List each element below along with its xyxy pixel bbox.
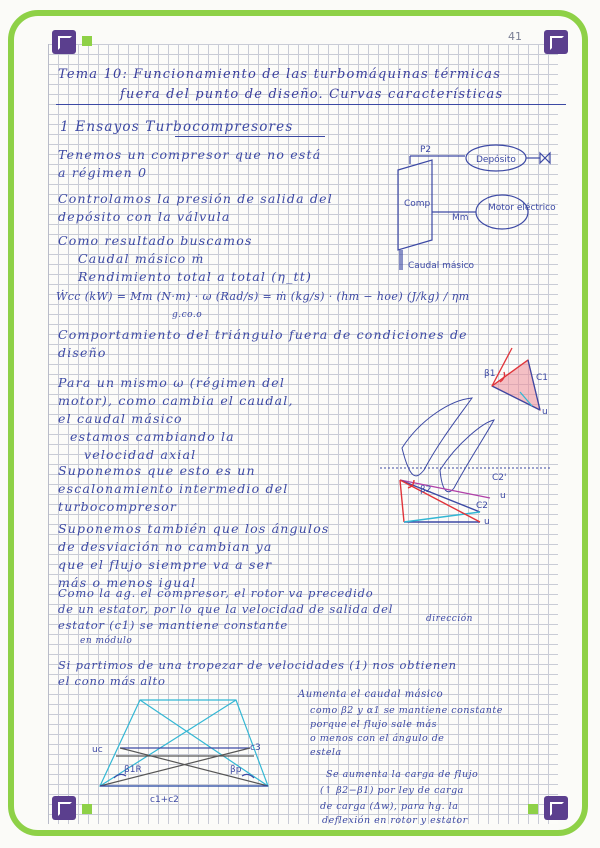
label-u-bottom: u <box>484 517 490 527</box>
paragraph-6-line-2: escalonamiento intermedio del <box>58 481 289 496</box>
paragraph-6-line-3: turbocompresor <box>58 499 178 514</box>
page-number: 41 <box>508 30 522 43</box>
bottom-right-corner-mark <box>544 796 568 820</box>
top-right-corner-mark <box>544 30 568 54</box>
paragraph-1-line-1: Tenemos un compresor que no está <box>58 147 322 162</box>
paragraph-8-note: dirección <box>426 614 473 624</box>
label-mm: Mm <box>452 213 469 223</box>
paragraph-4-line-2: diseño <box>58 345 107 360</box>
power-formula: Ẇcc (kW) = Mm (N·m) · ω (Rad/s) = ṁ (kg/s) · (hm − hoe) (J/kg) / ηm <box>56 290 470 303</box>
paragraph-7-line-3: que el flujo siempre va a ser <box>58 557 273 572</box>
paragraph-6-line-1: Suponemos que esto es un <box>58 463 256 478</box>
label-u-mid: u <box>500 491 506 501</box>
section-heading: 1 Ensayos Turbocompresores <box>60 119 294 135</box>
paragraph-5-line-4: estamos cambiando la <box>70 429 235 444</box>
bottom-left-tab <box>82 804 92 814</box>
label-b2: β2 <box>420 485 432 495</box>
label-comp: Comp <box>404 199 431 209</box>
paragraph-7-line-4: más o menos igual <box>58 575 197 590</box>
paragraph-5-line-3: el caudal másico <box>58 411 183 426</box>
label-uc: uc <box>92 745 103 755</box>
blade-1 <box>402 398 472 476</box>
paragraph-3-line-2: Caudal másico ṁ <box>78 251 205 266</box>
label-b1r: β1R <box>124 765 142 775</box>
label-b1: β1 <box>484 369 496 379</box>
top-left-corner-mark <box>52 30 76 54</box>
label-p2: P2 <box>420 145 432 155</box>
paragraph-11-line-1: Se aumenta la carga de flujo <box>326 769 479 780</box>
label-c3: c3 <box>250 743 261 753</box>
title-line-2: fuera del punto de diseño. Curvas características <box>120 87 504 102</box>
paragraph-5-line-1: Para un mismo ω (régimen del <box>58 375 286 390</box>
top-left-tab <box>82 36 92 46</box>
paragraph-8-line-1: Como la ag. el compresor, el rotor va precedido <box>58 586 374 600</box>
paragraph-9-line-2: el cono más alto <box>58 674 166 688</box>
paragraph-10-line-5: estela <box>310 747 342 758</box>
label-c1: C1 <box>536 373 549 383</box>
w2-vector <box>400 480 404 522</box>
paragraph-11-line-4: deflexión en rotor y estator <box>322 815 468 826</box>
label-u-top: u <box>542 407 548 417</box>
paragraph-7-line-2: de desviación no cambian ya <box>58 539 273 554</box>
section-underline <box>175 136 325 137</box>
paragraph-1-line-2: a régimen 0 <box>58 165 148 180</box>
paragraph-10-line-4: o menos con el ángulo de <box>310 733 445 744</box>
title-line-1: Tema 10: Funcionamiento de las turbomáquinas térmicas <box>58 67 502 82</box>
label-c2p: C2' <box>492 473 507 483</box>
velocity-triangles-diagram <box>380 330 560 540</box>
paragraph-3-line-1: Como resultado buscamos <box>58 233 253 248</box>
label-bp: βp <box>230 765 242 775</box>
paragraph-5-line-2: motor), como cambia el caudal, <box>58 393 294 408</box>
paragraph-2-line-2: depósito con la válvula <box>58 209 231 224</box>
paragraph-10-line-3: porque el flujo sale más <box>310 719 437 730</box>
power-formula-subscript: g.co.o <box>172 310 203 320</box>
bottom-left-corner-mark <box>52 796 76 820</box>
paragraph-10-line-2: como β2 y α1 se mantiene constante <box>310 705 503 716</box>
paragraph-8-line-3: estator (c1) se mantiene constante <box>58 618 288 632</box>
paragraph-11-line-3: de carga (Δw), para hg. la <box>320 801 459 812</box>
paragraph-5-line-5: velocidad axial <box>84 447 197 462</box>
title-underline <box>56 104 566 105</box>
paragraph-4-line-1: Comportamiento del triángulo fuera de condiciones de <box>58 327 468 342</box>
valve-icon <box>540 153 550 163</box>
paragraph-8-line-2: de un estator, por lo que la velocidad de salida del <box>58 602 394 616</box>
paragraph-9-line-1: Si partimos de una tropezar de velocidades (1) nos obtienen <box>58 658 457 672</box>
label-bottom: c1+c2 <box>150 795 179 804</box>
paragraph-7-line-1: Suponemos también que los ángulos <box>58 521 330 536</box>
top-triangle-fill <box>492 360 540 410</box>
label-deposito: Depósito <box>476 155 516 165</box>
compressor-test-diagram <box>380 138 560 278</box>
paragraph-3-line-3: Rendimiento total a total (η_tt) <box>78 269 313 284</box>
label-motor: Motor eléctrico <box>488 203 556 213</box>
paragraph-10-line-1: Aumenta el caudal másico <box>298 689 444 700</box>
paragraph-8-line-4: en módulo <box>80 636 133 646</box>
label-caudal: Caudal másico <box>408 261 475 271</box>
paragraph-11-line-2: (↑ β2−β1) por ley de carga <box>320 785 464 796</box>
bottom-right-tab <box>528 804 538 814</box>
trapezoid-diagram <box>90 694 290 804</box>
c2-vector <box>404 512 480 522</box>
paragraph-2-line-1: Controlamos la presión de salida del <box>58 191 333 206</box>
label-c2: C2 <box>476 501 489 511</box>
